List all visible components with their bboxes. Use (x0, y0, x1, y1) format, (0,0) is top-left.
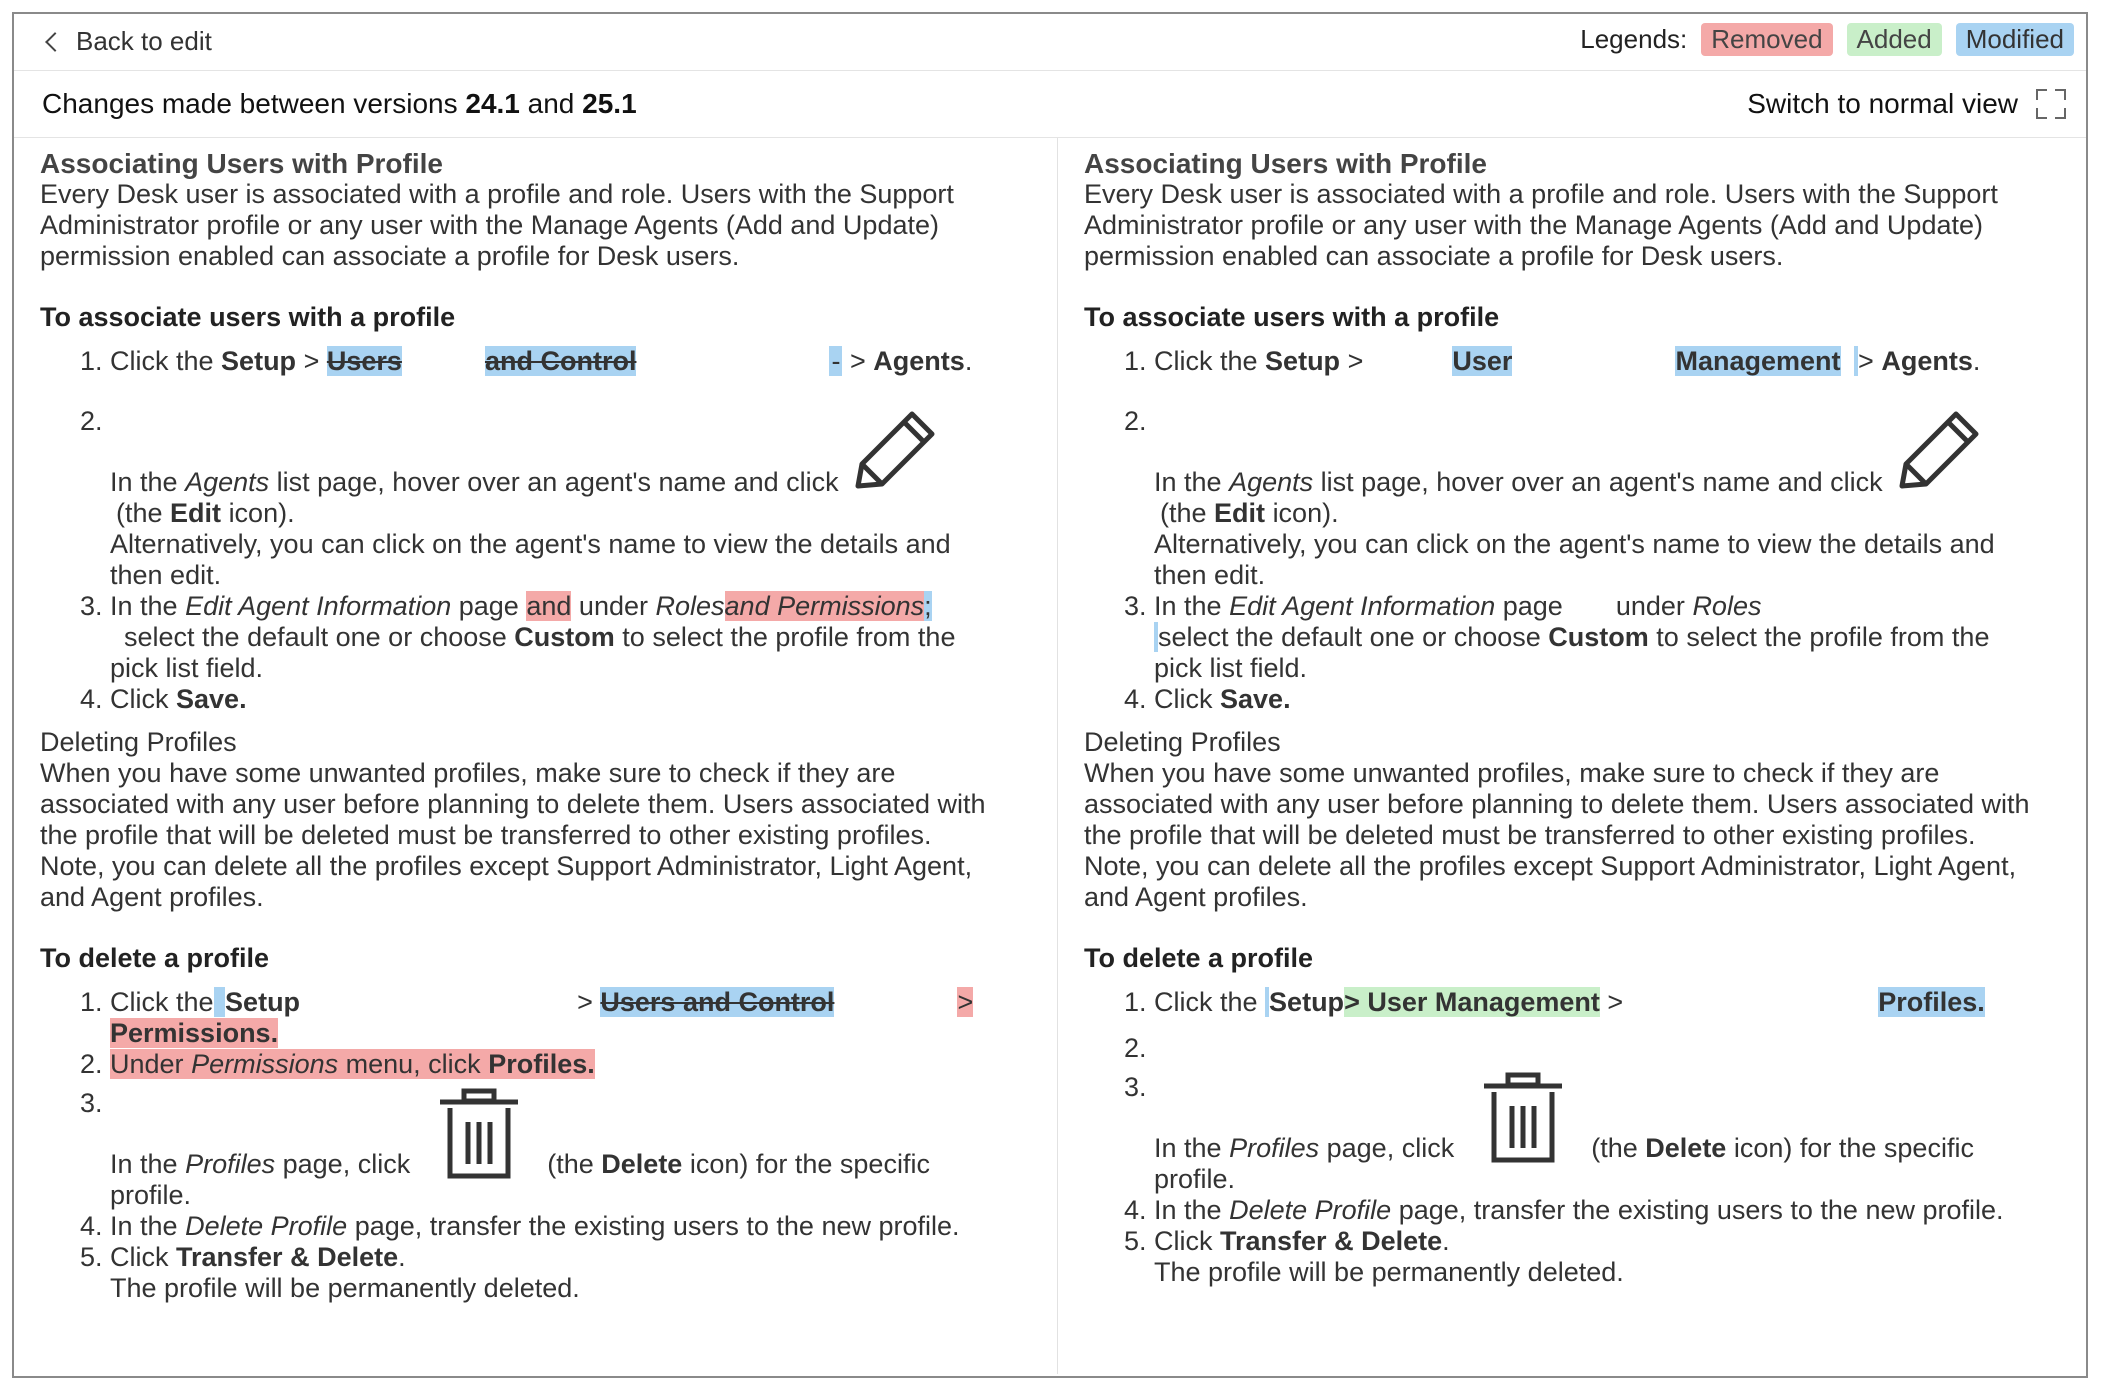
intro-line: permission enabled can associate a profile for Desk users. (1084, 241, 1784, 271)
step-1 (1084, 346, 2072, 406)
step-2-line-b (116, 498, 1041, 529)
assoc-heading: To associate users with a profile (1084, 302, 1500, 332)
profiles-ital: Profiles (1229, 1133, 1320, 1163)
text: select the default one or choose (1158, 622, 1541, 652)
roles-ital: Roles (655, 591, 725, 621)
agents-ital: Agents (1229, 467, 1314, 497)
del-line: Note, you can delete all the profiles except Support Administrator, Light Agent, (1084, 851, 2017, 881)
del-line: the profile that will be deleted must be transferred to other existing profiles. (40, 820, 932, 850)
text: . (964, 346, 973, 376)
legend-removed: Removed (1701, 23, 1832, 56)
text: to select the profile from the (1656, 622, 1990, 652)
delete-step-2 (1084, 1033, 2072, 1064)
step-number: 5. (1124, 1226, 1147, 1256)
delete-heading: To delete a profile (1084, 943, 1314, 973)
del-line: When you have some unwanted profiles, make sure to check if they are (40, 758, 896, 788)
step-2-line-b (1160, 498, 2072, 529)
text: In the (110, 467, 178, 497)
step-1 (40, 346, 1041, 406)
delete-step-1 (40, 987, 1041, 1049)
step-number: 3. (80, 591, 103, 621)
deleting-profiles-title: Deleting Profiles (1084, 727, 1281, 757)
removed-permissions: Permissions. (110, 1018, 279, 1048)
doc-title: Associating Users with Profile (1084, 148, 1487, 179)
removed-and: and (526, 591, 572, 621)
step-2 (1084, 406, 2072, 591)
intro-line: permission enabled can associate a profile for Desk users. (40, 241, 740, 271)
edit-text: Edit (170, 498, 222, 528)
removed-under: Under (110, 1049, 184, 1079)
assoc-heading: To associate users with a profile (40, 302, 456, 332)
top-bar (14, 14, 2086, 71)
step-number: 5. (80, 1242, 103, 1272)
removed-and-permissions: and Permissions (724, 591, 925, 621)
agents-text: Agents (1881, 346, 1973, 376)
delete-step-3 (40, 1088, 1041, 1211)
back-label: Back to edit (76, 26, 212, 56)
text: In the (110, 591, 178, 621)
text: Click the (110, 346, 214, 376)
text: page, transfer the existing users to the new profile. (354, 1211, 960, 1241)
edit-agent-info: Edit Agent Information (1229, 591, 1496, 621)
modified-management: Management (1675, 346, 1841, 376)
new-version-pane (1058, 138, 2088, 1374)
text: . (1972, 346, 1981, 376)
text: under (1615, 591, 1685, 621)
text: . (1442, 1226, 1450, 1256)
step-3-line-b (124, 622, 1041, 653)
compare-window (12, 12, 2088, 1378)
expand-icon (2036, 89, 2066, 119)
intro-line: Administrator profile or any user with the Manage Agents (Add and Update) (40, 210, 939, 240)
removed-menu-click: menu, click (345, 1049, 481, 1079)
text: The profile will be permanently deleted. (110, 1273, 580, 1303)
text: > (1607, 987, 1624, 1017)
text: In the (1154, 591, 1222, 621)
modified-semicolon: ; (924, 591, 932, 621)
step-number: 4. (80, 1211, 103, 1241)
del-line: and Agent profiles. (40, 882, 264, 912)
modified-and-control: and Control (484, 346, 637, 376)
setup-text: Setup (225, 987, 301, 1017)
text: > (577, 987, 593, 1017)
text: profile. (1154, 1164, 1236, 1194)
edit-text: Edit (1214, 498, 1266, 528)
text: Click the (1154, 346, 1258, 376)
text: Click (110, 684, 169, 714)
switch-label: Switch to normal view (1747, 88, 2018, 119)
text: pick list field. (110, 653, 264, 683)
transfer-delete-text: Transfer & Delete (176, 1242, 399, 1272)
trash-icon (434, 1088, 524, 1180)
delete-step-5 (1084, 1226, 2072, 1288)
modified-users-and-control: Users and Control (600, 987, 835, 1017)
del-line: associated with any user before planning to delete them. Users associated with (1084, 789, 2030, 819)
delete-profile-ital: Delete Profile (1229, 1195, 1392, 1225)
version-new: 25.1 (582, 88, 637, 119)
modified-profiles: Profiles. (1878, 987, 1985, 1017)
del-line: Note, you can delete all the profiles except Support Administrator, Light Agent, (40, 851, 973, 881)
delete-step-5 (40, 1242, 1041, 1304)
text: Click (1154, 684, 1213, 714)
delete-step-3 (1084, 1072, 2072, 1195)
text: > (1347, 346, 1364, 376)
step-4 (40, 684, 1041, 715)
text: In the (1154, 1195, 1222, 1225)
text: page, transfer the existing users to the new profile. (1398, 1195, 2004, 1225)
trash-icon (1478, 1072, 1568, 1164)
text: under (578, 591, 648, 621)
text: In the (110, 1149, 178, 1179)
text: In the (1154, 467, 1222, 497)
text: Click (1154, 1226, 1213, 1256)
text: page, click (1326, 1133, 1455, 1163)
text: (the (1591, 1133, 1638, 1163)
changes-prefix: Changes made between versions (42, 88, 458, 119)
intro-line: Administrator profile or any user with the Manage Agents (Add and Update) (1084, 210, 1983, 240)
text: select the default one or choose (124, 622, 507, 652)
del-line: When you have some unwanted profiles, make sure to check if they are (1084, 758, 1940, 788)
text: icon) for the specific (689, 1149, 930, 1179)
sub-bar (14, 71, 2086, 138)
text: page (1502, 591, 1563, 621)
doc-title: Associating Users with Profile (40, 148, 443, 179)
modified-users: Users (326, 346, 402, 376)
text: > (1858, 346, 1874, 376)
text: list page, hover over an agent's name and click (1320, 467, 1883, 497)
step-number: 2. (80, 406, 103, 436)
pencil-icon (1890, 406, 1982, 498)
legends-label: Legends: (1580, 24, 1688, 54)
agents-text: Agents (873, 346, 965, 376)
setup-text: Setup (1269, 987, 1345, 1017)
added-user-management: > User Management (1344, 987, 1600, 1017)
step-number: 4. (80, 684, 103, 714)
step-2 (40, 406, 1041, 591)
text: Alternatively, you can click on the agent's name to view the details and (110, 529, 951, 559)
setup-text: Setup (1265, 346, 1341, 376)
text: > (850, 346, 866, 376)
text: The profile will be permanently deleted. (1154, 1257, 1624, 1287)
custom-text: Custom (514, 622, 615, 652)
chevron-left-icon (45, 32, 65, 52)
assoc-steps (1084, 346, 2072, 715)
del-line: the profile that will be deleted must be transferred to other existing profiles. (1084, 820, 1976, 850)
delete-text: Delete (1645, 1133, 1727, 1163)
step-number: 1. (80, 346, 103, 376)
legend-added: Added (1847, 23, 1942, 56)
modified-user: User (1452, 346, 1513, 376)
step-number: 1. (1124, 346, 1147, 376)
custom-text: Custom (1548, 622, 1649, 652)
changes-and: and (527, 88, 575, 119)
deleting-profiles-title: Deleting Profiles (40, 727, 237, 757)
text: then edit. (1154, 560, 1266, 590)
intro-line: Every Desk user is associated with a profile and role. Users with the Support (1084, 179, 1998, 209)
delete-profile-ital: Delete Profile (185, 1211, 348, 1241)
save-text: Save. (1220, 684, 1291, 714)
text: pick list field. (1154, 653, 1308, 683)
text: icon). (228, 498, 295, 528)
step-number: 3. (1124, 591, 1147, 621)
del-line: and Agent profiles. (1084, 882, 1308, 912)
step-number: 2. (1124, 1033, 1147, 1063)
delete-heading: To delete a profile (40, 943, 270, 973)
step-number: 4. (1124, 684, 1147, 714)
text: Alternatively, you can click on the agent's name to view the details and (1154, 529, 1995, 559)
text: Click (110, 1242, 169, 1272)
text: to select the profile from the (622, 622, 956, 652)
text: page, click (282, 1149, 411, 1179)
delete-text: Delete (601, 1149, 683, 1179)
delete-step-4 (40, 1211, 1041, 1242)
modified-dash: - (831, 346, 841, 376)
intro-line: Every Desk user is associated with a profile and role. Users with the Support (40, 179, 954, 209)
edit-agent-info: Edit Agent Information (185, 591, 452, 621)
step-number: 1. (80, 987, 103, 1017)
delete-step-2 (40, 1049, 1041, 1080)
back-to-edit-link[interactable] (40, 26, 212, 57)
removed-permissions-ital: Permissions (191, 1049, 339, 1079)
delete-step-1 (1084, 987, 2072, 1018)
step-3-line-b (1154, 622, 2072, 653)
text: list page, hover over an agent's name and click (276, 467, 839, 497)
pencil-icon (846, 406, 938, 498)
setup-text: Setup (221, 346, 297, 376)
text: > (303, 346, 320, 376)
text: (the (116, 498, 163, 528)
step-4 (1084, 684, 2072, 715)
text: (the (547, 1149, 594, 1179)
transfer-delete-text: Transfer & Delete (1220, 1226, 1443, 1256)
profiles-ital: Profiles (185, 1149, 276, 1179)
text: Click the (110, 987, 214, 1017)
removed-gt: > (957, 987, 974, 1017)
text: icon). (1272, 498, 1339, 528)
text: Click the (1154, 987, 1258, 1017)
step-number: 4. (1124, 1195, 1147, 1225)
step-3 (40, 591, 1041, 684)
del-line: associated with any user before planning to delete them. Users associated with (40, 789, 986, 819)
assoc-steps (40, 346, 1041, 715)
text: page (458, 591, 519, 621)
text: In the (1154, 1133, 1222, 1163)
step-3 (1084, 591, 2072, 684)
step-number: 3. (1124, 1072, 1147, 1102)
step-number: 3. (80, 1088, 103, 1118)
text: then edit. (110, 560, 222, 590)
text: icon) for the specific (1733, 1133, 1974, 1163)
old-version-pane (14, 138, 1058, 1374)
step-number: 2. (80, 1049, 103, 1079)
text: In the (110, 1211, 178, 1241)
removed-profiles: Profiles. (488, 1049, 595, 1079)
legends (1580, 23, 2074, 56)
roles-ital: Roles (1692, 591, 1762, 621)
agents-ital: Agents (185, 467, 270, 497)
delete-steps (40, 987, 1041, 1304)
version-old: 24.1 (465, 88, 520, 119)
delete-step-4 (1084, 1195, 2072, 1226)
changes-summary (42, 88, 637, 120)
text: profile. (110, 1180, 192, 1210)
step-number: 2. (1124, 406, 1147, 436)
text: (the (1160, 498, 1207, 528)
save-text: Save. (176, 684, 247, 714)
legend-modified: Modified (1956, 23, 2074, 56)
text: . (398, 1242, 406, 1272)
delete-steps (1084, 987, 2072, 1288)
switch-normal-view-button[interactable] (1747, 88, 2066, 120)
step-number: 1. (1124, 987, 1147, 1017)
